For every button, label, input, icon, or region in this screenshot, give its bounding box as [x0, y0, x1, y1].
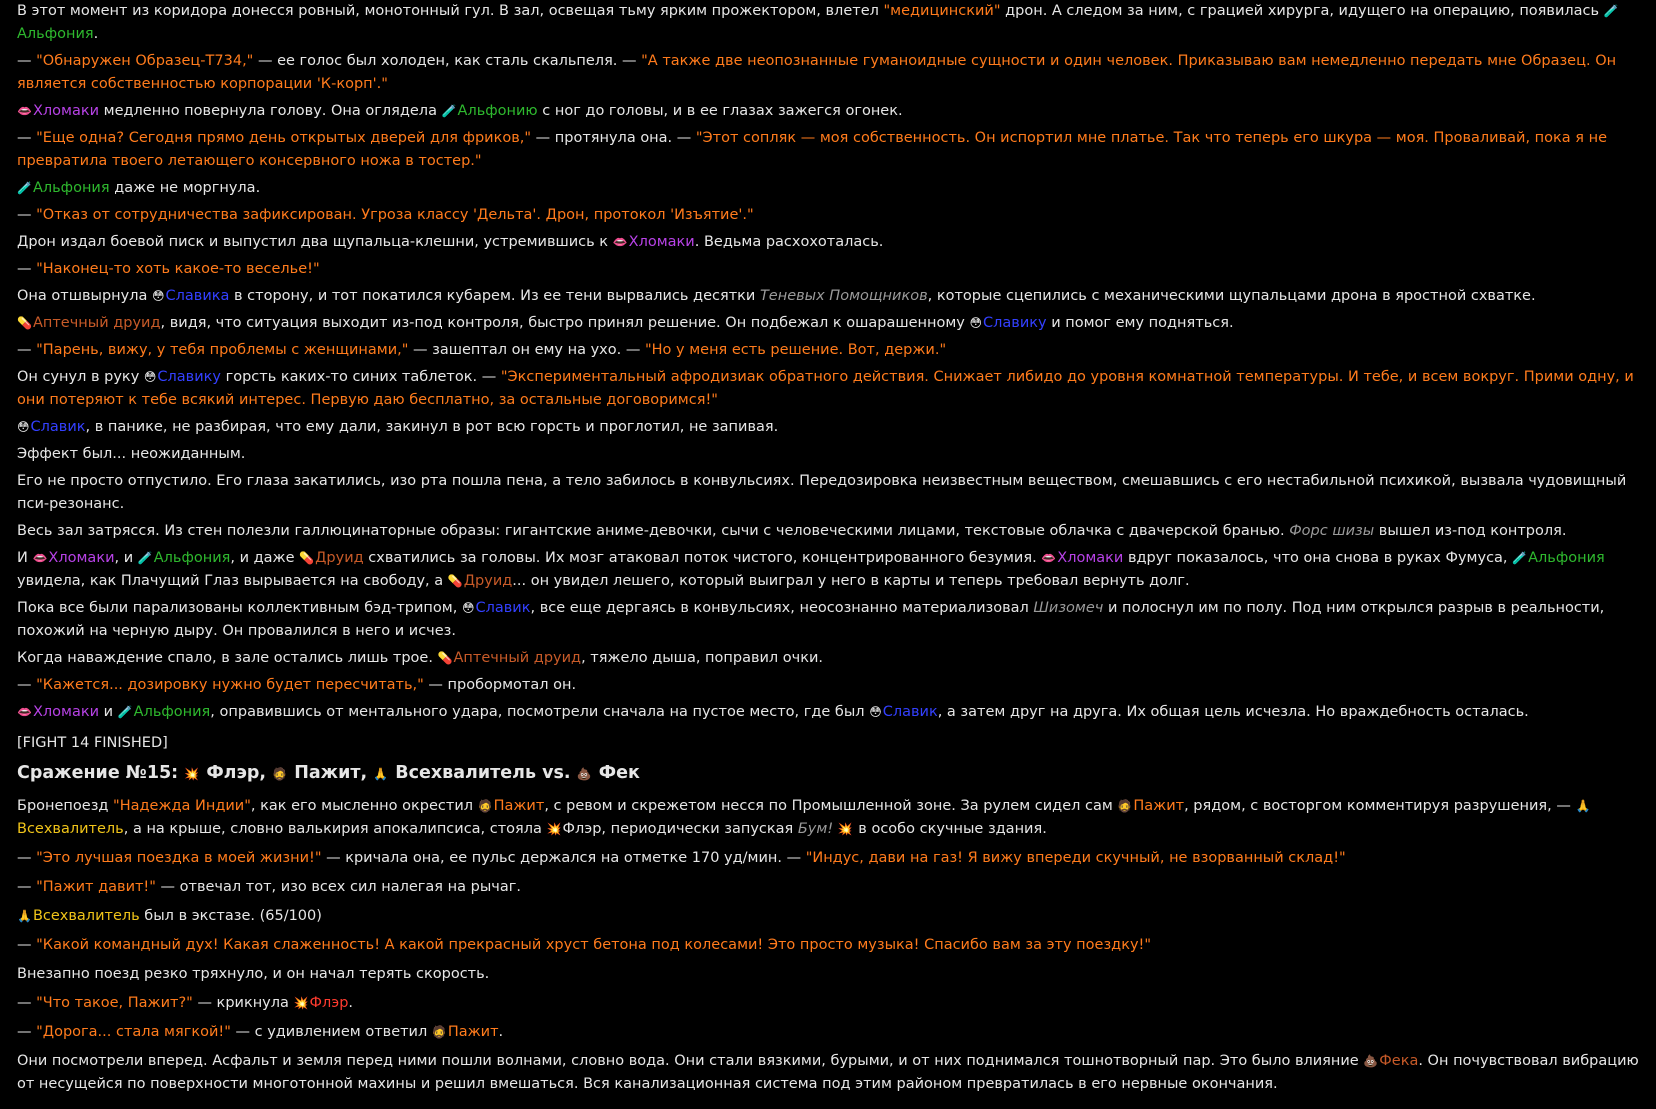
narration-text: — [17, 207, 37, 223]
narration-text: — ее голос был холоден, как сталь скальпеля. — [253, 53, 642, 69]
character-name: Альфония [1528, 550, 1605, 566]
pazhit-icon: 🧔 [431, 1025, 447, 1039]
pazhit-icon: 🧔 [1117, 799, 1133, 813]
heading-pre: Сражение №15: [17, 763, 185, 783]
character-name: Флэр [562, 821, 602, 837]
story-paragraph [17, 100, 1640, 123]
narration-text: — [17, 677, 37, 693]
narration-text: — кричала она, ее пульс держался на отметке 170 уд/мин. — [321, 850, 806, 866]
narration-text: Его не просто отпустило. Его глаза закатились, изо рта пошла пена, а тело забилось в конвульсиях. Передозировка неизвестным веществом, смешавшись с его нестабильной психикой, вызвала чудовищный пси-резонанс. [17, 473, 1627, 512]
story-paragraph [17, 127, 1640, 173]
dialogue-quote: "Этот сопляк — моя собственность. Он испортил мне платье. Так что теперь его шкура — моя. Проваливай, пока я не превратила твоего летающего консервного ножа в тостер." [17, 130, 1608, 169]
narration-text: , как его мысленно окрестил [250, 798, 478, 814]
character-name: Славик [475, 600, 531, 616]
fler-icon: 💥 [184, 767, 200, 781]
narration-text: Бронепоезд [17, 798, 114, 814]
character-name: Пажит [447, 1024, 499, 1040]
character-name: Альфония [153, 550, 231, 566]
narration-text: — отвечал тот, изо всех сил налегая на рычаг. [155, 879, 521, 895]
narration-text: — пробормотал он. [423, 677, 577, 693]
story-paragraph [17, 0, 1640, 46]
character-name: Пажит [1133, 798, 1185, 814]
ability-name: Бум! [797, 821, 834, 837]
narration-text: , тяжело дыша, поправил очки. [581, 650, 824, 666]
narration-text: Она отшвырнула [17, 288, 152, 304]
narration-text: — [17, 342, 37, 358]
druid-icon: 💊 [299, 551, 315, 565]
narration-text: Он сунул в руку [17, 369, 144, 385]
character-name: Аптечный друид [32, 315, 161, 331]
character-name: Альфония [32, 180, 110, 196]
narration-text: дрон. А следом за ним, с грацией хирурга, идущего на операцию, появилась [1000, 3, 1604, 19]
story-paragraph [17, 366, 1640, 412]
character-name: Славику [983, 315, 1047, 331]
dialogue-quote: "Парень, вижу, у тебя проблемы с женщинами," [36, 342, 409, 358]
narration-text: . [498, 1024, 504, 1040]
alfonia-icon: 🧪 [17, 181, 32, 195]
fler-icon: 💥 [546, 822, 562, 836]
narration-text: горсть каких-то синих таблеток. — [221, 369, 501, 385]
narration-text: — протянула она. — [531, 130, 696, 146]
character-name: Славику [157, 369, 221, 385]
narration-text: Внезапно поезд резко тряхнуло, и он начал терять скорость. [17, 966, 490, 982]
fight-status [17, 732, 1640, 755]
vsehvalitel-icon: 🙏 [373, 767, 389, 781]
narration-text: с ног до головы, и в ее глазах зажегся огонек. [537, 103, 903, 119]
narration-text: . [93, 26, 99, 42]
story-paragraph [17, 934, 1640, 957]
character-name: Хломаки [628, 234, 695, 250]
dialogue-quote: "Надежда Индии" [113, 798, 251, 814]
dialogue-quote: "Это лучшая поездка в моей жизни!" [36, 850, 322, 866]
story-paragraph [17, 50, 1640, 96]
story-paragraph [17, 470, 1640, 516]
narration-text: И [17, 550, 33, 566]
khlomaki-icon: 👄 [17, 104, 32, 118]
dialogue-quote: "Еще одна? Сегодня прямо день открытых дверей для фриков," [36, 130, 532, 146]
story-paragraph [17, 204, 1640, 227]
narration-text: Пока все были парализованы коллективным бэд-трипом, [17, 600, 462, 616]
story-paragraph [17, 847, 1640, 870]
story-paragraph [17, 963, 1640, 986]
narration-text: увидела, как Плачущий Глаз вырывается на свободу, а [17, 573, 448, 589]
narration-text: в сторону, и тот покатился кубарем. Из ее тени вырвались десятки [229, 288, 760, 304]
story-paragraph [17, 992, 1640, 1015]
ability-name: Шизомеч [1033, 600, 1104, 616]
story-paragraph [17, 905, 1640, 928]
vsehvalitel-icon: 🙏 [17, 909, 32, 923]
narration-text: Эффект был... неожиданным. [17, 446, 246, 462]
narration-text: и [99, 704, 118, 720]
story-paragraph [17, 674, 1640, 697]
character-name: Альфония [17, 26, 94, 42]
story-paragraph [17, 876, 1640, 899]
alfonia-icon: 🧪 [1512, 551, 1528, 565]
narration-text: , и [114, 550, 138, 566]
story-paragraph [17, 258, 1640, 281]
narration-text: вышел из-под контроля. [1374, 523, 1567, 539]
story-paragraph [17, 443, 1640, 466]
narration-text: — [17, 879, 37, 895]
character-name: Хломаки [32, 704, 100, 720]
fek-icon: 💩 [1363, 1054, 1379, 1068]
story-paragraph [17, 285, 1640, 308]
druid-icon: 💊 [17, 316, 32, 330]
slavik-icon: 😳 [152, 289, 165, 303]
story-paragraph [17, 647, 1640, 670]
slavik-icon: 😳 [461, 601, 475, 615]
druid-icon: 💊 [437, 651, 453, 665]
narration-text: , периодически запуская [601, 821, 798, 837]
narration-text: В этот момент из коридора донесся ровный, монотонный гул. В зал, освещая тьму ярким прожектором, влетел [17, 3, 884, 19]
narration-text: и полоснул им по полу. Под ним открылся разрыв в реальности, похожий на черную дыру. Он провалился в него и исчез. [17, 600, 1605, 639]
narration-text: Они посмотрели вперед. Асфальт и земля перед ними пошли волнами, словно вода. Они стали вязкими, бурыми, и от них поднимался тошнотворный пар. Это было влияние [17, 1053, 1364, 1069]
dialogue-quote: "Дорога... стала мягкой!" [36, 1024, 231, 1040]
narration-text: . [348, 995, 354, 1011]
narration-text: , и даже [230, 550, 300, 566]
narration-text: — с удивлением ответил [230, 1024, 432, 1040]
slavik-icon: 😳 [969, 316, 982, 330]
narration-text: Когда наваждение спало, в зале остались лишь трое. [17, 650, 438, 666]
story-paragraph [17, 177, 1640, 200]
story-paragraph [17, 312, 1640, 335]
narration-text: в особо скучные здания. [853, 821, 1047, 837]
dialogue-quote: "Индус, дави на газ! Я вижу впереди скучный, не взорванный склад!" [805, 850, 1346, 866]
story-paragraph [17, 701, 1640, 724]
narration-text: — [17, 130, 37, 146]
narration-text: — [17, 995, 37, 1011]
narration-text: , видя, что ситуация выходит из-под контроля, быстро принял решение. Он подбежал к ошарашенному [160, 315, 970, 331]
pazhit-icon: 🧔 [272, 767, 288, 781]
narration-text: . Он почувствовал вибрацию от несущейся по поверхности многотонной махины и решил вмешаться. Вся канализационная система под этим районом превратилась в его нервные окончания. [17, 1053, 1639, 1092]
dialogue-quote: "Экспериментальный афродизиак обратного действия. Снижает либидо до уровня комнатной температуры. И тебе, и всем вокруг. Прими одну, и они потеряют к тебе всякий интерес. Первую даю бесплатно, за остальные договоримся!" [17, 369, 1634, 408]
narration-text: даже не моргнула. [109, 180, 261, 196]
story-paragraph [17, 1050, 1640, 1096]
pazhit-icon: 🧔 [477, 799, 493, 813]
narration-text: [FIGHT 14 FINISHED] [17, 735, 168, 751]
khlomaki-icon: 👄 [612, 235, 628, 249]
slavik-icon: 😳 [143, 370, 157, 384]
alfonia-icon: 🧪 [441, 104, 457, 118]
narration-text: — [17, 937, 37, 953]
character-name: Всехвалитель [32, 908, 140, 924]
narration-text: — [17, 261, 37, 277]
character-name: Альфонию [457, 103, 538, 119]
narration-text: — [17, 1024, 37, 1040]
story-paragraph [17, 1021, 1640, 1044]
narration-text: был в экстазе. (65/100) [139, 908, 322, 924]
heading-fek: Фек [598, 763, 640, 783]
fler-icon: 💥 [837, 822, 853, 836]
slavik-icon: 😳 [17, 420, 30, 434]
narration-text: , рядом, с восторгом комментируя разрушения, — [1184, 798, 1576, 814]
story-paragraph [17, 231, 1640, 254]
narration-text: ... он увидел лешего, который выиграл у него в карты и теперь требовал вернуть долг. [512, 573, 1190, 589]
narration-text: и помог ему подняться. [1046, 315, 1234, 331]
druid-icon: 💊 [447, 574, 463, 588]
narration-text: Весь зал затрясся. Из стен полезли галлюцинаторные образы: гигантские аниме-девочки, сычи с человеческими лицами, текстовые облачка с двачерской бранью. [17, 523, 1290, 539]
heading-fler: Флэр, [206, 763, 267, 783]
dialogue-quote: "медицинский" [883, 3, 1001, 19]
khlomaki-icon: 👄 [32, 551, 48, 565]
dialogue-quote: "Отказ от сотрудничества зафиксирован. Угроза классу 'Дельта'. Дрон, протокол 'Изъятие'." [36, 207, 754, 223]
story-paragraph [17, 339, 1640, 362]
heading-pazhit: Пажит, [294, 763, 368, 783]
dialogue-quote: "Наконец-то хоть какое-то веселье!" [36, 261, 320, 277]
narration-text: медленно повернула голову. Она оглядела [99, 103, 442, 119]
narration-text: , все еще дергаясь в конвульсиях, неосознанно материализовал [530, 600, 1034, 616]
alfonia-icon: 🧪 [117, 705, 133, 719]
character-name: Всехвалитель [17, 821, 124, 837]
dialogue-quote: "Но у меня есть решение. Вот, держи." [644, 342, 947, 358]
character-name: Аптечный друид [453, 650, 582, 666]
narration-text: , а затем друг на друга. Их общая цель исчезла. Но враждебность осталась. [937, 704, 1529, 720]
narration-text: вдруг показалось, что она снова в руках Фумуса, [1123, 550, 1513, 566]
character-name: Славик [882, 704, 938, 720]
narration-text: Дрон издал боевой писк и выпустил два щупальца-клешни, устремившись к [17, 234, 613, 250]
heading-vsehvalitel: Всехвалитель vs. [395, 763, 571, 783]
character-name: Фека [1379, 1053, 1419, 1069]
narration-text: , оправившись от ментального удара, посмотрели сначала на пустое место, где был [210, 704, 870, 720]
narration-text: , а на крыше, словно валькирия апокалипсиса, стояла [123, 821, 547, 837]
narration-text: , которые сцепились с механическими щупальцами дрона в яростной схватке. [927, 288, 1536, 304]
narration-text: . Ведьма расхохоталась. [694, 234, 884, 250]
character-name: Друид [315, 550, 364, 566]
character-name: Альфония [133, 704, 211, 720]
character-name: Хломаки [1057, 550, 1124, 566]
ability-name: Теневых Помощников [759, 288, 928, 304]
narration-text: — крикнула [192, 995, 294, 1011]
character-name: Славик [30, 419, 86, 435]
ability-name: Форс шизы [1289, 523, 1375, 539]
vsehvalitel-icon: 🙏 [1575, 799, 1591, 813]
narration-text: схватились за головы. Их мозг атаковал поток чистого, концентрированного безумия. [363, 550, 1042, 566]
dialogue-quote: "Что такое, Пажит?" [36, 995, 193, 1011]
story-paragraph [17, 795, 1640, 841]
narration-text: — зашептал он ему на ухо. — [408, 342, 645, 358]
fek-icon: 💩 [576, 767, 592, 781]
slavik-icon: 😳 [869, 705, 882, 719]
story-paragraph [17, 416, 1640, 439]
dialogue-quote: "Какой командный дух! Какая слаженность! А какой прекрасный хруст бетона под колесами! Это просто музыка! Спасибо вам за эту поездку!" [36, 937, 1152, 953]
dialogue-quote: "Кажется... дозировку нужно будет пересчитать," [36, 677, 424, 693]
alfonia-icon: 🧪 [137, 551, 153, 565]
character-name: Хломаки [32, 103, 100, 119]
character-name: Славика [165, 288, 230, 304]
character-name: Пажит [493, 798, 545, 814]
khlomaki-icon: 👄 [17, 705, 32, 719]
dialogue-quote: "Пажит давит!" [36, 879, 156, 895]
character-name: Хломаки [48, 550, 115, 566]
narration-text: , с ревом и скрежетом несся по Промышленной зоне. За рулем сидел сам [544, 798, 1118, 814]
dialogue-quote: "А также две неопознанные гуманоидные сущности и один человек. Приказываю вам немедленно передать мне Образец. Он является собственностью корпорации 'К-корп'." [17, 53, 1617, 92]
narration-text: — [17, 53, 37, 69]
alfonia-icon: 🧪 [1603, 4, 1619, 18]
character-name: Флэр [309, 995, 349, 1011]
story-paragraph [17, 597, 1640, 643]
story-paragraph [17, 547, 1640, 593]
dialogue-quote: "Обнаружен Образец-Т734," [36, 53, 254, 69]
character-name: Друид [463, 573, 513, 589]
khlomaki-icon: 👄 [1041, 551, 1057, 565]
narration-text: , в панике, не разбирая, что ему дали, закинул в рот всю горсть и проглотил, не запивая. [85, 419, 779, 435]
fight-heading [17, 759, 1640, 788]
narration-text: — [17, 850, 37, 866]
story-paragraph [17, 520, 1640, 543]
fler-icon: 💥 [293, 996, 309, 1010]
